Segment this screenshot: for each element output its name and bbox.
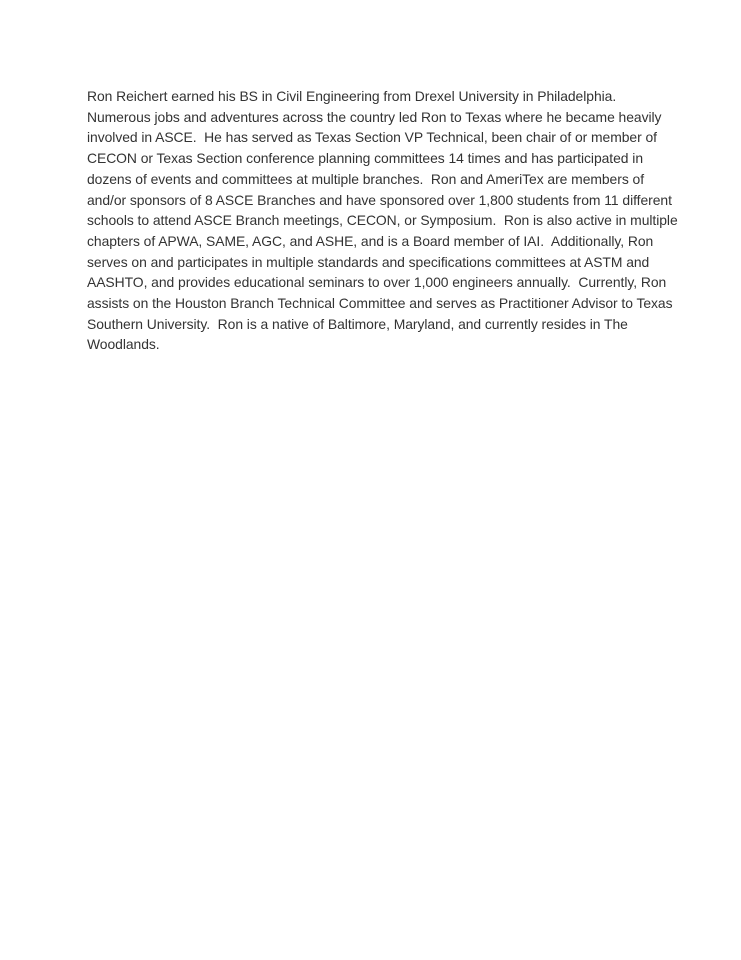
paragraph-line: assists on the Houston Branch Technical Committee and serves as Practitioner Advisor to Texas [87, 295, 673, 312]
paragraph-line: CECON or Texas Section conference planning committees 14 times and has participated in [87, 150, 643, 167]
paragraph-line: schools to attend ASCE Branch meetings, CECON, or Symposium. Ron is also active in multiple [87, 212, 678, 229]
paragraph-line: dozens of events and committees at multiple branches. Ron and AmeriTex are members of [87, 170, 645, 187]
paragraph-line: Ron Reichert earned his BS in Civil Engineering from Drexel University in Philadelphia. [87, 88, 617, 104]
paragraph-line: Southern University. Ron is a native of Baltimore, Maryland, and currently resides in The [87, 315, 628, 332]
paragraph-line: AASHTO, and provides educational seminars to over 1,000 engineers annually. Currently, Ron [87, 274, 667, 291]
bio-paragraph [87, 86, 687, 355]
paragraph-line: Numerous jobs and adventures across the country led Ron to Texas where he became heavily [87, 108, 662, 125]
paragraph-line: chapters of APWA, SAME, AGC, and ASHE, and is a Board member of IAI. Additionally, Ron [87, 232, 654, 249]
paragraph-line: serves on and participates in multiple standards and specifications committees at ASTM and [87, 253, 650, 270]
paragraph-line: Woodlands. [87, 336, 160, 353]
paragraph-line: involved in ASCE. He has served as Texas Section VP Technical, been chair of or member of [87, 129, 657, 146]
paragraph-line: and/or sponsors of 8 ASCE Branches and have sponsored over 1,800 students from 11 different [87, 191, 672, 208]
